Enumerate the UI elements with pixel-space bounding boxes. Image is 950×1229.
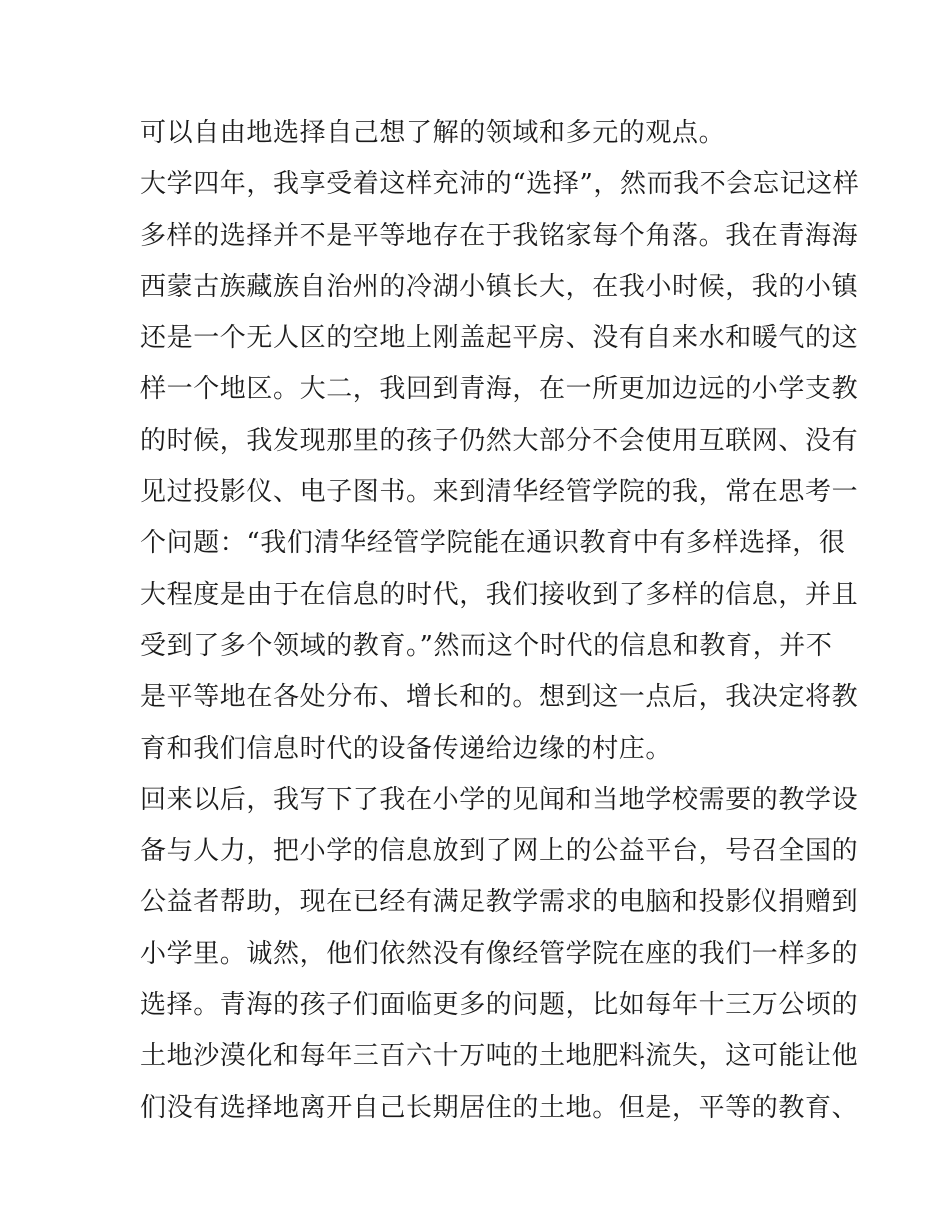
text-line: 是平等地在各处分布、增长和的。想到这一点后，我决定将教 xyxy=(140,682,859,713)
text-line: 个问题：“我们清华经管学院能在通识教育中有多样选择，很 xyxy=(140,528,846,559)
text-line: 见过投影仪、电子图书。来到清华经管学院的我，常在思考一 xyxy=(140,477,859,508)
text-line: 样一个地区。大二，我回到青海，在一所更加边远的小学支教 xyxy=(140,374,859,405)
text-line: 的时候，我发现那里的孩子仍然大部分不会使用互联网、没有 xyxy=(140,425,859,456)
text-line: 公益者帮助，现在已经有满足教学需求的电脑和投影仪捐赠到 xyxy=(140,887,859,918)
text-line: 受到了多个领域的教育。”然而这个时代的信息和教育，并不 xyxy=(140,630,833,661)
body-text xyxy=(140,108,860,1134)
text-line: 西蒙古族藏族自治州的冷湖小镇长大，在我小时候，我的小镇 xyxy=(140,271,859,302)
text-line: 选择。青海的孩子们面临更多的问题，比如每年十三万公顷的 xyxy=(140,990,859,1021)
text-line: 育和我们信息时代的设备传递给边缘的村庄。 xyxy=(140,733,673,764)
text-line: 大学四年，我享受着这样充沛的“选择”，然而我不会忘记这样 xyxy=(140,169,860,200)
text-line: 多样的选择并不是平等地存在于我铭家每个角落。我在青海海 xyxy=(140,220,859,251)
text-line: 可以自由地选择自己想了解的领域和多元的观点。 xyxy=(140,118,726,148)
text-line: 土地沙漠化和每年三百六十万吨的土地肥料流失，这可能让他 xyxy=(140,1041,859,1072)
text-line: 们没有选择地离开自己长期居住的土地。但是，平等的教育、 xyxy=(140,1092,859,1123)
text-line: 大程度是由于在信息的时代，我们接收到了多样的信息，并且 xyxy=(140,579,859,610)
text-line: 小学里。诚然，他们依然没有像经管学院在座的我们一样多的 xyxy=(140,938,859,969)
text-line: 备与人力，把小学的信息放到了网上的公益平台，号召全国的 xyxy=(140,836,859,867)
text-line: 还是一个无人区的空地上刚盖起平房、没有自来水和暖气的这 xyxy=(140,323,859,354)
text-line: 回来以后，我写下了我在小学的见闻和当地学校需要的教学设 xyxy=(140,784,859,815)
